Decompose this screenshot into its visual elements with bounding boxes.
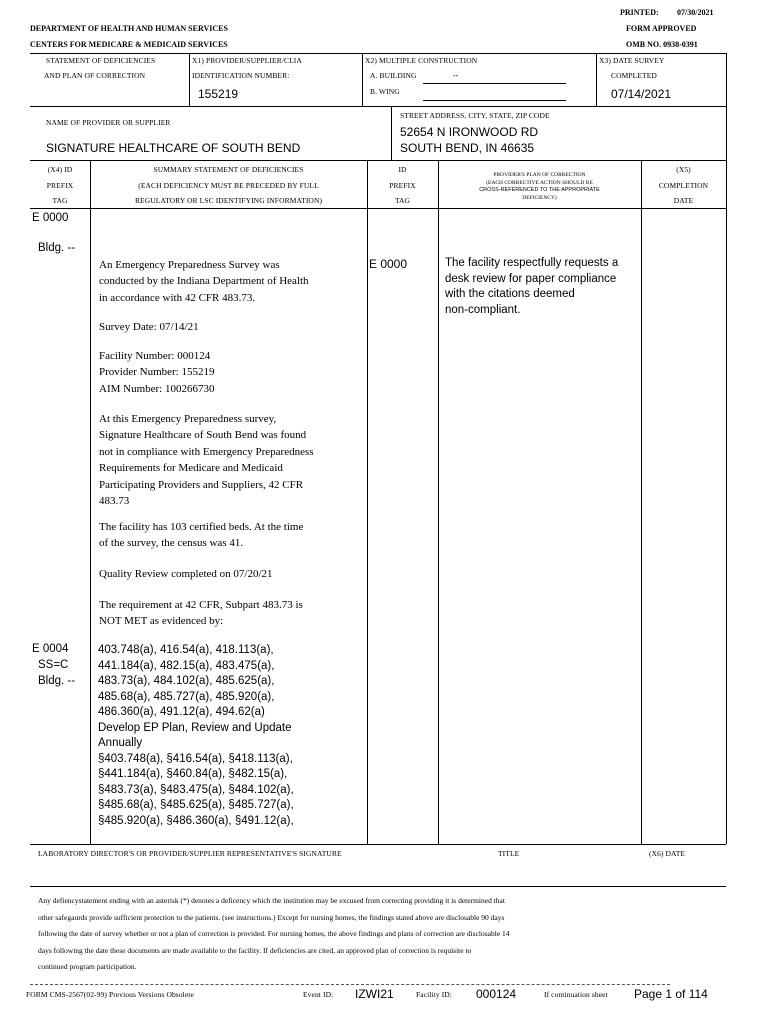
disclaimer-line: other safegaurds provide sufficient protection to the patients. (see instructions.) Except for nursing homes, the findings stated above are disclosable 90 days (38, 912, 505, 922)
street-label: STREET ADDRESS, CITY, STATE, ZIP CODE (400, 111, 550, 120)
x1-label: X1) PROVIDER/SUPPLIER/CLIA (192, 56, 302, 65)
printed-date: 07/30/2021 (677, 8, 714, 17)
title-label: TITLE (498, 849, 520, 858)
col-summary-title: SUMMARY STATEMENT OF DEFICIENCIES (153, 165, 304, 174)
summary-paragraph: At this Emergency Preparedness survey, Signature Healthcare of South Bend was found not in compliance with Emergency Preparedness Requirements for Medicare and Medicaid Participating Providers and Suppliers, 42 CFR 483.73 (99, 413, 314, 508)
x1-label-2: IDENTIFICATION NUMBER: (192, 71, 290, 80)
col-summary-note-2: REGULATORY OR LSC IDENTIFYING INFORMATION) (134, 196, 323, 205)
disclaimer-line: days following the date these documents are made available to the facility. If deficiencies are cited, an approved plan of correction is requisite to (38, 945, 472, 955)
summary-paragraph: The requirement at 42 CFR, Subpart 483.73 is NOT MET as evidenced by: (99, 599, 303, 628)
continuation-label: If continuation sheet (544, 990, 608, 999)
summary-paragraph: Survey Date: 07/14/21 (99, 321, 199, 333)
plan-of-correction: The facility respectfully requests a desk review for paper compliance with the citations deemed non-compliant. (445, 257, 619, 316)
building-label: A. BUILDING (370, 71, 417, 80)
summary-paragraph: Facility Number: 000124 Provider Number: 155219 AIM Number: 100266730 (99, 350, 215, 395)
street-address: 52654 N IRONWOOD RD (400, 125, 539, 139)
city-state-zip: SOUTH BEND, IN 46635 (400, 141, 535, 155)
tag-e0004: E 0004 (32, 643, 69, 655)
provider-number: 155219 (198, 87, 239, 101)
event-id: IZWI21 (355, 987, 394, 1001)
wing-label: B. WING (370, 87, 400, 96)
building-value: -- (453, 71, 459, 80)
col-summary-note: (EACH DEFICIENCY MUST BE PRECEDED BY FULL (138, 181, 319, 190)
col-id-prefix: PREFIX (389, 181, 416, 190)
disclaimer-line: continued program participation. (38, 962, 137, 971)
col-plan-title: PROVIDER'S PLAN OF CORRECTION (493, 172, 586, 178)
col-x5-date: DATE (673, 196, 694, 205)
building-underline (423, 83, 566, 84)
omb-number: OMB NO. 0938-0391 (626, 40, 698, 49)
tag-e0000: E 0000 (32, 212, 69, 224)
x2-label: X2) MULTIPLE CONSTRUCTION (365, 56, 478, 65)
scope-severity: SS=C (38, 659, 69, 671)
form-number: FORM CMS-2567(02-99) Previous Versions Obsolete (26, 990, 194, 999)
summary-paragraph: The facility has 103 certified beds. At the time of the survey, the census was 41. (99, 521, 304, 550)
signature-divider (30, 886, 726, 887)
date-label: (X6) DATE (649, 849, 686, 858)
col-x4-tag: TAG (52, 196, 68, 205)
event-id-label: Event ID: (303, 990, 334, 999)
e0004-citation: 403.748(a), 416.54(a), 418.113(a), 441.184(a), 482.15(a), 483.475(a), 483.73(a), 484.102(a), 485.625(a), 485.68(a), 485.727(a), 485.920(a), 486.360(a), 491.12(a), 494.62(a) Develop EP Plan, Review and Update Annually §403.748(a), §416.54(a), §418.113(a), §441.184(a), §460.84(a), §482.15(a), §483.73(a), §483.475(a), §484.102(a), §485.68(a), §485.625(a), §485.727(a), §485.920(a), §486.360(a), §491.12(a), (98, 644, 294, 827)
facility-id: 000124 (476, 987, 517, 1001)
provider-name: SIGNATURE HEALTHCARE OF SOUTH BEND (46, 141, 301, 155)
col-plan-note-3: DEFICIENCY) (522, 195, 557, 201)
summary-paragraph: An Emergency Preparedness Survey was conducted by the Indiana Department of Health in accordance with 42 CFR 483.73. (99, 259, 309, 304)
col-x5: (X5) (676, 165, 691, 174)
disclaimer (38, 893, 718, 976)
col-x4-prefix: PREFIX (46, 181, 74, 190)
printed-label: PRINTED: (620, 8, 659, 17)
col-plan-note: (EACH CORRECTIVE ACTION SHOULD BE (486, 180, 593, 186)
page-number: Page 1 of 114 (634, 987, 708, 1001)
disclaimer-line: Any defiencystatement ending with an asterisk (*) denotes a deficency which the institution may be excused from correcting providing it is determined that (38, 896, 505, 905)
provider-name-label: NAME OF PROVIDER OR SUPPLIER (46, 118, 171, 127)
statement-label-2: AND PLAN OF CORRECTION (44, 71, 146, 80)
summary-paragraph: Quality Review completed on 07/20/21 (99, 568, 273, 580)
form-approved: FORM APPROVED (626, 24, 697, 33)
disclaimer-line: following the date of survey whether or not a plan of correction is provided. For nursing homes, the above findings and plans of correction are disclosable 14 (38, 929, 510, 938)
department-title: DEPARTMENT OF HEALTH AND HUMAN SERVICES (30, 24, 228, 33)
col-x4-id: (X4) ID (47, 165, 73, 174)
cms-title: CENTERS FOR MEDICARE & MEDICAID SERVICES (30, 40, 228, 49)
signature-label: LABORATORY DIRECTOR'S OR PROVIDER/SUPPLIER REPRESENTATIVE'S SIGNATURE (38, 849, 342, 858)
bldg-label: Bldg. -- (38, 242, 76, 254)
col-x5-completion: COMPLETION (658, 181, 709, 190)
statement-label: STATEMENT OF DEFICIENCIES (46, 56, 156, 65)
x3-label: X3) DATE SURVEY (599, 56, 665, 65)
footer-divider (30, 984, 670, 985)
wing-underline (423, 100, 566, 101)
x3-label-2: COMPLETED (611, 71, 657, 80)
col-plan-note-2: CROSS-REFERENCED TO THE APPROPRIATE (479, 187, 600, 193)
survey-date: 07/14/2021 (611, 87, 672, 101)
bldg-label-2: Bldg. -- (38, 675, 76, 687)
col-id-tag: TAG (394, 196, 411, 205)
col-id: ID (398, 165, 407, 174)
facility-id-label: Facility ID: (416, 990, 452, 999)
right-tag-e0000: E 0000 (369, 257, 408, 271)
